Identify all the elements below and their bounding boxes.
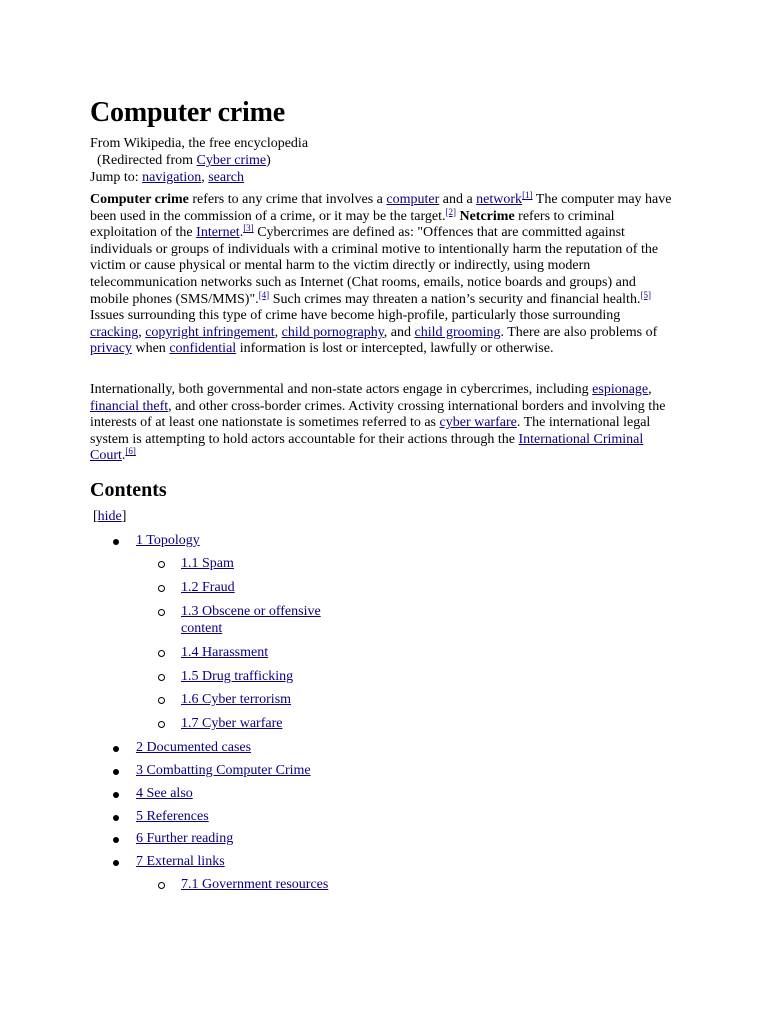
ref-4[interactable]: [4] [258, 289, 270, 300]
toc-item [136, 533, 436, 550]
link-financial-theft[interactable]: financial theft [90, 398, 169, 414]
link-confidential[interactable]: confidential [169, 341, 237, 357]
circle-bullet-icon [158, 609, 165, 616]
redirect-notice: (Redirected from Cyber crime) [97, 153, 271, 168]
link-copyright-infringement[interactable]: copyright infringement [145, 324, 275, 340]
toc-link[interactable]: 1.4 Harassment [181, 645, 269, 660]
toc-item [181, 645, 381, 662]
link-international-criminal-court[interactable]: International Criminal Court [90, 431, 644, 464]
ref-2[interactable]: [2] [445, 206, 456, 217]
toc-item [136, 854, 436, 871]
toc-link[interactable]: 5 References [136, 809, 209, 824]
circle-bullet-icon [158, 674, 165, 681]
link-child-grooming[interactable]: child grooming [414, 324, 501, 340]
toc-link[interactable]: 1.2 Fraud [181, 580, 235, 595]
circle-bullet-icon [158, 561, 165, 568]
toc-item [181, 716, 381, 733]
link-internet[interactable]: Internet [196, 225, 240, 241]
jump-navigation-link[interactable]: navigation [142, 170, 202, 185]
bullet-icon [113, 837, 119, 843]
ref-5[interactable]: [5] [640, 289, 651, 300]
jump-search-link[interactable]: search [208, 170, 244, 185]
ref-1[interactable]: [1] [522, 190, 533, 200]
toc-link[interactable]: 1.6 Cyber terrorism [181, 692, 292, 707]
toc-link[interactable]: 4 See also [136, 786, 193, 801]
toc-link[interactable]: 1.3 Obscene or offensive content [181, 604, 321, 636]
toc-link[interactable]: 2 Documented cases [136, 740, 252, 755]
redirect-link[interactable]: Cyber crime [196, 153, 267, 168]
toc-item [136, 809, 436, 826]
toc-item [181, 669, 381, 686]
link-network[interactable]: network [476, 192, 523, 207]
jump-to: Jump to: navigation, search [90, 170, 244, 185]
bullet-icon [113, 769, 119, 775]
ref-6[interactable]: [6] [125, 446, 136, 457]
toc-link[interactable]: 7.1 Government resources [181, 877, 329, 892]
link-child-pornography[interactable]: child pornography [281, 324, 384, 340]
bullet-icon [113, 539, 119, 545]
toc-link[interactable]: 3 Combatting Computer Crime [136, 763, 311, 778]
circle-bullet-icon [158, 697, 165, 704]
link-privacy[interactable]: privacy [90, 341, 132, 357]
toc-link[interactable]: 6 Further reading [136, 831, 234, 846]
toc-item [181, 580, 381, 597]
toc-item [136, 831, 436, 848]
toc-toggle: [hide] [93, 509, 127, 524]
page-title: Computer crime [90, 97, 285, 128]
link-cracking[interactable]: cracking [90, 324, 139, 340]
toc-item [136, 786, 436, 803]
toc-item [136, 763, 436, 780]
contents-heading: Contents [90, 479, 167, 501]
circle-bullet-icon [158, 882, 165, 889]
toc-link[interactable]: 1.7 Cyber warfare [181, 716, 283, 731]
toc-item [136, 740, 436, 757]
bullet-icon [113, 792, 119, 798]
toc-link[interactable]: 1.1 Spam [181, 556, 234, 571]
toc-link[interactable]: 1 Topology [136, 533, 200, 548]
toc-hide-link[interactable]: hide [97, 509, 122, 524]
toc-item [181, 604, 341, 637]
circle-bullet-icon [158, 721, 165, 728]
link-espionage[interactable]: espionage [592, 382, 649, 397]
toc-item [181, 692, 381, 709]
circle-bullet-icon [158, 650, 165, 657]
site-subtitle: From Wikipedia, the free encyclopedia [90, 136, 309, 151]
ref-3[interactable]: [3] [243, 223, 254, 234]
bullet-icon [113, 815, 119, 821]
bullet-icon [113, 746, 119, 752]
toc-item [181, 877, 431, 894]
link-computer[interactable]: computer [386, 192, 440, 207]
toc-link[interactable]: 1.5 Drug trafficking [181, 669, 294, 684]
link-cyber-warfare[interactable]: cyber warfare [439, 415, 517, 431]
toc-item [181, 556, 381, 573]
toc-link[interactable]: 7 External links [136, 854, 225, 869]
international-paragraph: Internationally, both governmental and non-state actors engage in cybercrimes, including espionage, financial theft, and other cross-border crimes. Activity crossing international borders and involving the interests of at least one nationstate is sometimes referred to as cyber warfare. The international legal system is attempting to hold actors accountable for their actions through the International Criminal Court.[6] [90, 382, 666, 464]
bullet-icon [113, 860, 119, 866]
intro-paragraph: Computer crime refers to any crime that involves a computer and a network[1] The computer may have been used in the commission of a crime, or it may be the target.[2] Netcrime refers to criminal exploitation of the Internet.[3] Cybercrimes are defined as: "Offences that are committed against individuals or groups of individuals with a criminal motive to intentionally harm the reputation of the victim or cause physical or mental harm to the victim directly or indirectly, using modern telecommunication networks such as Internet (Chat rooms, emails, notice boards and groups) and mobile phones (SMS/MMS)".[4] Such crimes may threaten a nation’s security and financial health.[5] Issues surrounding this type of crime have become high-profile, particularly those surrounding cracking, copyright infringement, child pornography, and child grooming. There are also problems of privacy when confidential information is lost or intercepted, lawfully or otherwise. [90, 190, 672, 357]
circle-bullet-icon [158, 585, 165, 592]
